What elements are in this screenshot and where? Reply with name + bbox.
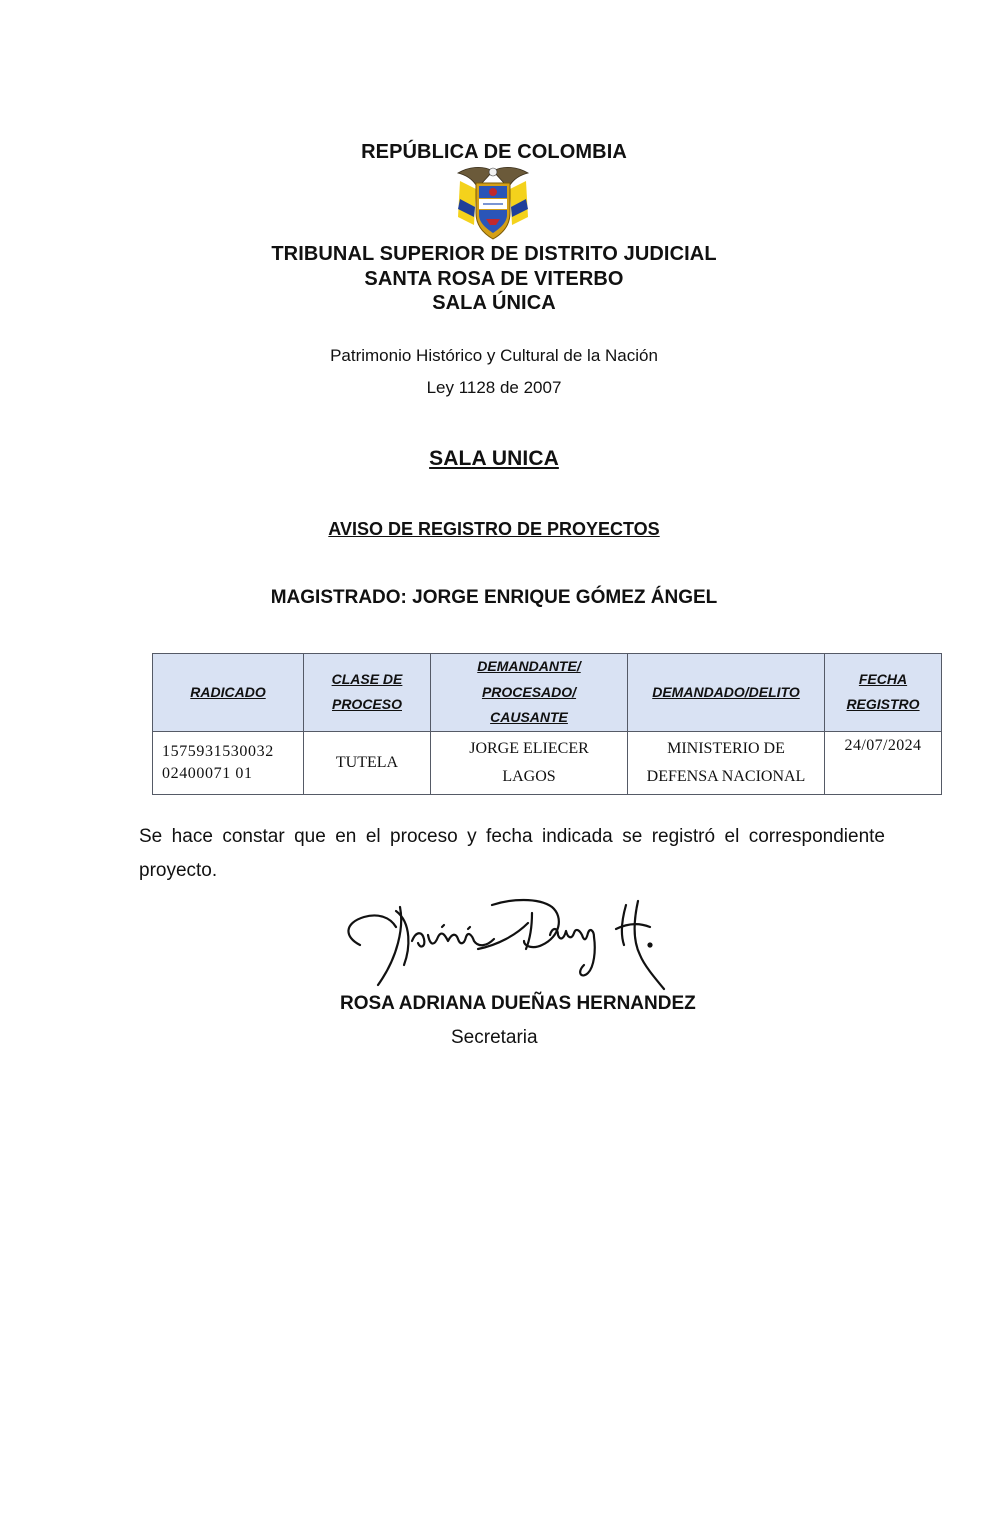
signer-role: Secretaria bbox=[451, 1027, 538, 1048]
header-demandante: DEMANDANTE/ PROCESADO/ CAUSANTE bbox=[431, 654, 628, 732]
colombia-coat-of-arms-icon bbox=[452, 163, 534, 241]
constancia-paragraph: Se hace constar que en el proceso y fecha indicada se registró el correspondiente proyecto. bbox=[139, 826, 885, 881]
table-header-row bbox=[153, 654, 942, 732]
heritage-line: Patrimonio Histórico y Cultural de la Nación bbox=[330, 346, 658, 365]
chamber-title: SALA ÚNICA bbox=[432, 292, 556, 314]
table-row bbox=[153, 731, 942, 794]
cell-demandante: JORGE ELIECER LAGOS bbox=[431, 731, 628, 794]
city-title: SANTA ROSA DE VITERBO bbox=[364, 268, 624, 290]
cell-fecha: 24/07/2024 bbox=[825, 731, 942, 794]
country-title: REPÚBLICA DE COLOMBIA bbox=[361, 141, 627, 163]
header-clase-proceso: CLASE DE PROCESO bbox=[304, 654, 431, 732]
tribunal-title: TRIBUNAL SUPERIOR DE DISTRITO JUDICIAL bbox=[271, 243, 717, 265]
cell-clase: TUTELA bbox=[304, 731, 431, 794]
magistrate-line: MAGISTRADO: JORGE ENRIQUE GÓMEZ ÁNGEL bbox=[270, 587, 718, 608]
cell-demandado: MINISTERIO DE DEFENSA NACIONAL bbox=[628, 731, 825, 794]
header-fecha-registro: FECHA REGISTRO bbox=[825, 654, 942, 732]
handwritten-signature bbox=[338, 893, 668, 995]
header-radicado: RADICADO bbox=[153, 654, 304, 732]
signer-name: ROSA ADRIANA DUEÑAS HERNANDEZ bbox=[340, 993, 696, 1014]
notice-title: AVISO DE REGISTRO DE PROYECTOS bbox=[328, 519, 660, 539]
header-demandado: DEMANDADO/DELITO bbox=[628, 654, 825, 732]
cell-radicado: 1575931530032 02400071 01 bbox=[153, 731, 304, 794]
registration-table bbox=[152, 653, 942, 795]
section-title: SALA UNICA bbox=[429, 447, 559, 470]
law-line: Ley 1128 de 2007 bbox=[426, 378, 562, 397]
